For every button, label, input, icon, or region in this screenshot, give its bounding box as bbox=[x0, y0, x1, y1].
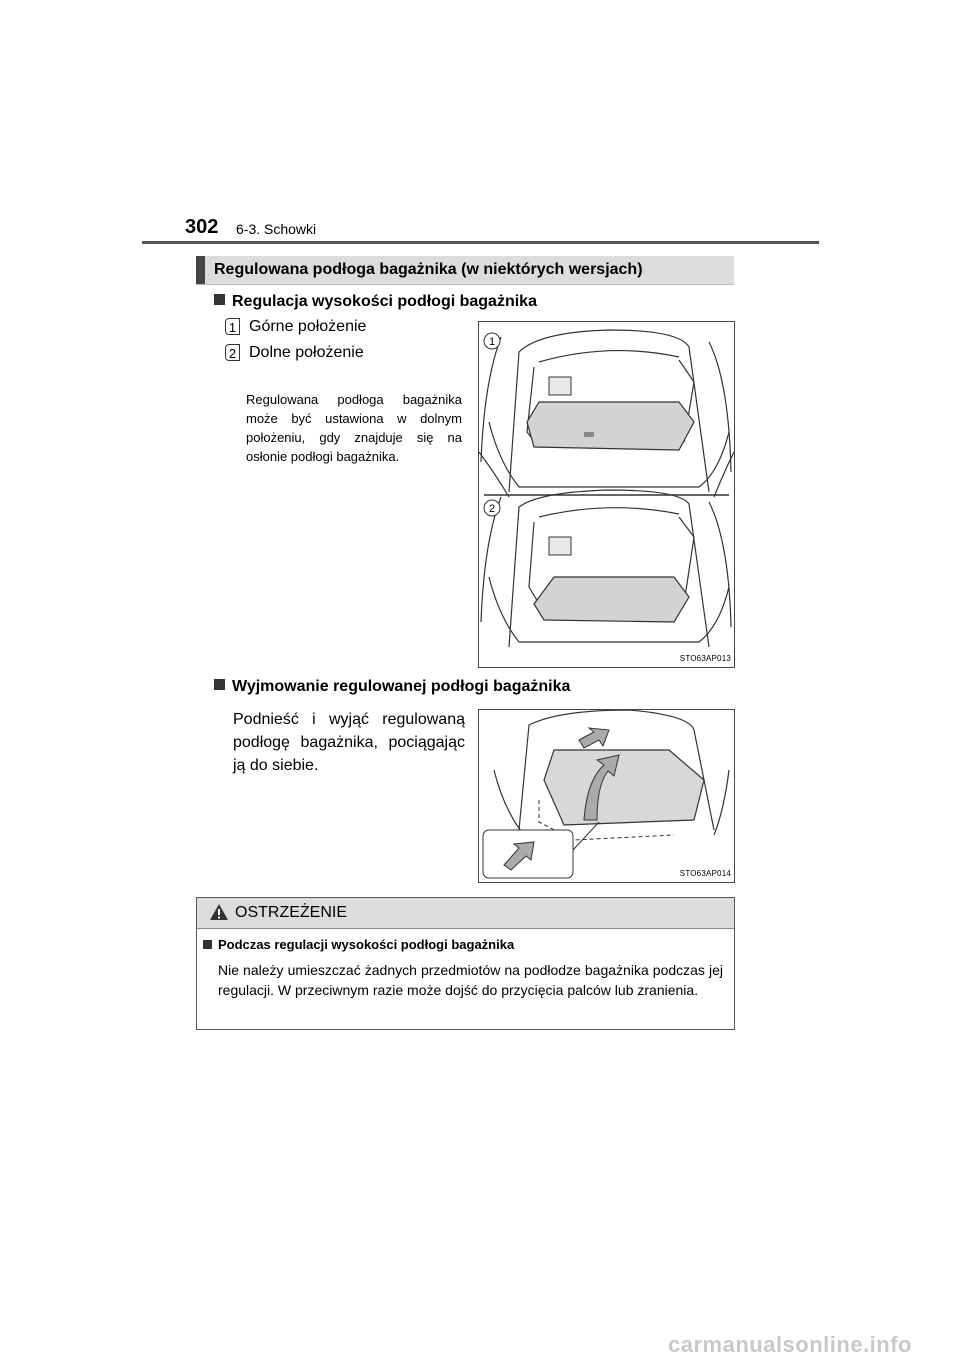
warning-title: OSTRZEŻENIE bbox=[235, 904, 348, 921]
chapter-title: 6-3. Schowki bbox=[236, 221, 317, 237]
warning-header bbox=[197, 898, 734, 929]
section-title: Regulowana podłoga bagażnika (w niektórych wersjach) bbox=[214, 261, 643, 278]
warning-triangle-icon bbox=[209, 903, 229, 921]
header-rule bbox=[142, 241, 819, 244]
callout-1: 1 bbox=[488, 336, 496, 348]
removal-instruction: Podnieść i wyjąć regulowaną podłogę bagażnika, pociągając ją do siebie. bbox=[233, 711, 465, 774]
trunk-illustration bbox=[479, 322, 734, 667]
note-text: Regulowana podłoga bagażnika może być ustawiona w dolnym położeniu, gdy znajduje się na osłonie podłogi bagażnika. bbox=[246, 392, 462, 464]
subheading-height-adjust bbox=[214, 293, 537, 311]
square-bullet-icon bbox=[203, 940, 212, 949]
warning-box bbox=[196, 897, 735, 1030]
subheading-text: Regulacja wysokości podłogi bagażnika bbox=[232, 293, 537, 310]
subheading-removal bbox=[214, 678, 570, 696]
watermark: carmanualsonline.info bbox=[668, 1332, 912, 1357]
section-marker bbox=[196, 256, 205, 284]
item-number-badge: 1 bbox=[225, 318, 240, 335]
figure-trunk-floor-positions bbox=[478, 321, 735, 668]
warning-text: Nie należy umieszczać żadnych przedmiotów na podłodze bagażnika podczas jej regulacji. W przeciwnym razie może dojść do przycięcia palców lub zranienia. bbox=[218, 962, 723, 998]
removal-illustration bbox=[479, 710, 734, 882]
warning-subtitle bbox=[203, 937, 514, 952]
section-title-bar bbox=[196, 256, 734, 285]
warning-subtitle-text: Podczas regulacji wysokości podłogi bagażnika bbox=[218, 937, 515, 952]
figure-trunk-floor-removal bbox=[478, 709, 735, 883]
square-bullet-icon bbox=[214, 679, 225, 690]
page-number: 302 bbox=[185, 216, 219, 238]
figure-code: STO63AP013 bbox=[679, 654, 731, 663]
item-number-badge: 2 bbox=[225, 344, 240, 361]
item-label-upper: Górne położenie bbox=[249, 318, 367, 335]
square-bullet-icon bbox=[214, 294, 225, 305]
subheading-text: Wyjmowanie regulowanej podłogi bagażnika bbox=[232, 678, 571, 695]
item-label-lower: Dolne położenie bbox=[249, 344, 364, 361]
watermark-strip bbox=[0, 1332, 960, 1358]
figure-code: STO63AP014 bbox=[679, 869, 731, 878]
callout-2: 2 bbox=[488, 503, 496, 515]
